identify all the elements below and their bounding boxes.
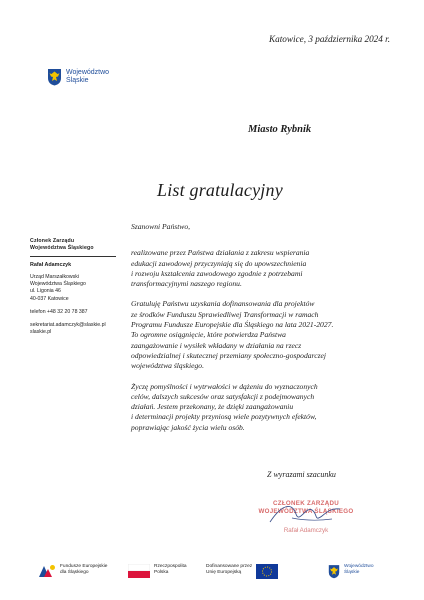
eu-funds-logo-icon (38, 564, 56, 578)
footer-logo-ue (206, 564, 278, 579)
footer-logo-ws (328, 564, 374, 579)
letter-date: Katowice, 3 października 2024 r. (269, 34, 390, 44)
footer-fe-line1: Fundusze Europejskie (60, 564, 108, 569)
footer-fe-line2: dla Śląskiego (60, 570, 89, 576)
stamp-line2: WOJEWÓDZTWA ŚLĄSKIEGO (258, 507, 354, 515)
stamp-name: Rafał Adamczyk (283, 527, 329, 534)
sidebar-street: ul. Ligonia 46 (30, 288, 61, 295)
sidebar-role-line1: Członek Zarządu (30, 238, 75, 244)
salutation: Szanowni Państwo, (131, 222, 191, 231)
sidebar-divider (30, 256, 116, 257)
paragraph-line: działań. Jestem przekonany, że dzięki zaangażowaniu (131, 402, 294, 412)
paragraph-line: i determinacji projekty przyniosą wiele pozytywnych efektów, (131, 412, 317, 422)
footer-logos (0, 560, 424, 590)
footer-ws-line2: Śląskie (344, 570, 360, 576)
paragraph-line: poprawiając jakość życia wielu osób. (131, 422, 245, 432)
sender-sidebar (30, 238, 128, 336)
logo-name-line2: Śląskie (66, 77, 89, 84)
paragraph-line: celów, dalszych sukcesów oraz satysfakcji z podejmowanych (131, 391, 315, 401)
footer-ue-line1: Dofinansowane przez (206, 564, 253, 569)
footer-logo-fe (38, 564, 107, 578)
closing-phrase: Z wyrazami szacunku (267, 470, 336, 479)
paragraph-line: ze środków Funduszu Sprawiedliwej Transformacji w ramach (131, 309, 319, 319)
recipient: Miasto Rybnik (248, 124, 312, 135)
sidebar-city: 40-037 Katowice (30, 295, 69, 302)
handwritten-signature (262, 500, 352, 528)
paragraph-line: edukacji zawodowej przyczyniają się do upowszechnienia (131, 258, 307, 268)
paragraph-line: województwa śląskiego. (131, 361, 204, 371)
footer-rp-line1: Rzeczpospolita (154, 564, 187, 569)
paragraph-line: transformacyjnymi naszego regionu. (131, 279, 242, 289)
paragraph-line: i rozwoju kształcenia zawodowego zgodnie z potrzebami (131, 268, 303, 278)
paragraph-line: Życzę pomyślności i wytrwałości w dążeniu do wyznaczonych (131, 381, 318, 391)
sidebar-office-line2: Województwa Śląskiego (30, 281, 86, 288)
footer-logo-rp (128, 564, 187, 578)
paragraph-line: realizowane przez Państwa działania z zakresu wspierania (131, 248, 310, 258)
letter-body (131, 222, 397, 433)
sidebar-email-link[interactable]: sekretariat.adamczyk@slaskie.pl (30, 322, 106, 329)
paragraph-line: Programu Fundusze Europejskie dla Śląskiego na lata 2021-2027. (131, 320, 334, 330)
sidebar-phone: telefon +48 32 20 78 387 (30, 308, 88, 315)
document-title: List gratulacyjny (157, 180, 283, 200)
sidebar-website-link[interactable]: slaskie.pl (30, 329, 52, 336)
eu-flag-icon (256, 564, 278, 579)
footer-ws-line1: Województwo (344, 564, 374, 569)
header-logo (47, 68, 109, 86)
paragraph-line: odpowiedzialnej i skutecznej przemiany społeczno-gospodarczej (131, 350, 327, 360)
eagle-coat-of-arms-icon (47, 68, 62, 86)
logo-name-line1: Województwo (66, 69, 110, 76)
sidebar-role-line2: Województwa Śląskiego (30, 245, 94, 251)
polish-flag-icon (128, 564, 150, 578)
stamp-line1: CZŁONEK ZARZĄDU (272, 500, 340, 507)
sidebar-office-line1: Urząd Marszałkowski (30, 274, 80, 280)
sidebar-person: Rafał Adamczyk (30, 262, 72, 268)
paragraph-line: Gratuluję Państwu uzyskania dofinansowania dla projektów (131, 299, 315, 309)
paragraph-line: zaangażowanie i wysiłek wkładany w działania na rzecz (131, 340, 302, 350)
paragraph-line: To ogromne osiągnięcie, które potwierdza Państwa (131, 330, 286, 340)
footer-rp-line2: Polska (154, 570, 169, 576)
footer-ue-line2: Unię Europejską (206, 570, 242, 576)
eagle-coat-of-arms-icon (328, 564, 340, 579)
